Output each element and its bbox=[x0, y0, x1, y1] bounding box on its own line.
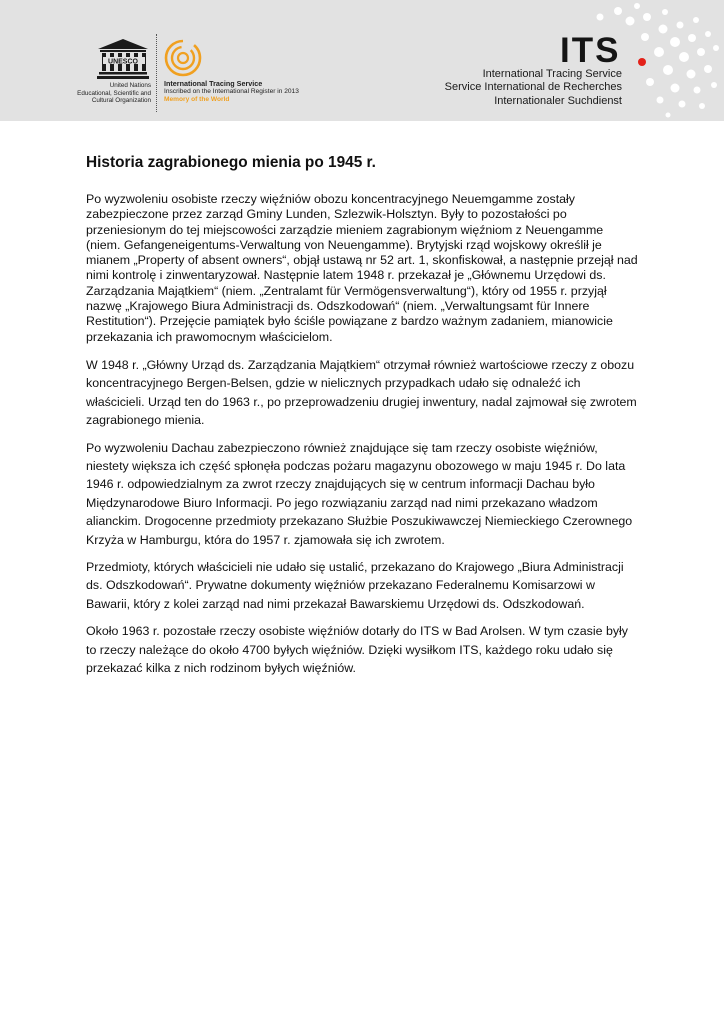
unesco-line: United Nations bbox=[109, 82, 151, 89]
unesco-line: Cultural Organization bbox=[91, 97, 151, 105]
paragraph: Około 1963 r. pozostałe rzeczy osobiste więźniów dotarły do ITS w Bad Arolsen. W tym czasie były to rzeczy należące do około 4700 byłych więźniów. Dzięki wysiłkom ITS, każdego roku udało się przekazać kilka z nich rodzinom byłych więźniów. bbox=[86, 624, 628, 676]
document-body bbox=[86, 152, 638, 686]
logo-divider bbox=[156, 34, 157, 112]
its-line-de: Internationaler Suchdienst bbox=[494, 94, 622, 107]
page-header bbox=[0, 0, 724, 121]
document-title: Historia zagrabionego mienia po 1945 r. bbox=[86, 154, 376, 171]
svg-text:UNESCO: UNESCO bbox=[108, 58, 138, 66]
mow-line-3: Memory of the World bbox=[164, 95, 230, 103]
unesco-logo-icon bbox=[97, 38, 149, 80]
its-line-en: International Tracing Service bbox=[482, 68, 622, 80]
memory-of-the-world-logo-icon bbox=[163, 38, 203, 78]
its-logo-title: ITS bbox=[560, 31, 621, 70]
its-caption bbox=[445, 68, 622, 108]
paragraph: Po wyzwoleniu Dachau zabezpieczono również znajdujące się tam rzeczy osobiste więźniów, niestety większa ich część spłonęła podczas pożaru magazynu obozowego w maju 1945 r. Do lata 1946 r. odpowiedzialnym za zwrot rzeczy znajdujących się w centrum informacji Dachau było Międzynarodowe Biuro Informacji. Po jego rozwiązaniu zarząd nad nimi przekazano władzom alianckim. Drogocenne przedmioty przekazano Służbie Poszukiwawczej Niemieckiego Czerownego Krzyża w Hamburgu, która do 1957 r. zjamowała się ich zwrotem. bbox=[86, 440, 633, 547]
unesco-caption bbox=[31, 82, 151, 105]
mow-line-2: Inscribed on the International Register in 2013 bbox=[164, 87, 299, 95]
its-line-fr: Service International de Recherches bbox=[444, 81, 622, 94]
unesco-line: Educational, Scientific and bbox=[77, 89, 151, 97]
paragraph: Przedmioty, których właścicieli nie udało się ustalić, przekazano do Krajowego „Biura Administracji ds. Odszkodowań“. Prywatne dokumenty więźniów przekazano Federalnemu Komisarzowi w Bawarii, który z kolei zarząd nad nimi przekazał Bawarskiemu Urzędowi ds. Odszkodowań. bbox=[86, 560, 624, 611]
mow-line-1: International Tracing Service bbox=[164, 79, 263, 88]
paragraph: W 1948 r. „Główny Urząd ds. Zarządzania Majątkiem“ otrzymał również wartościowe rzeczy z obozu koncentracyjnego Bergen-Belsen, gdzie w nielicznych przypadkach udało się odnaleźć ich właścicieli. Urząd ten do 1963 r., po przeprowadzeniu drugiej inwentury, nadal zajmował się zwrotem zagrabionego mienia. bbox=[86, 357, 637, 428]
memory-of-the-world-caption bbox=[164, 80, 299, 103]
paragraph: Po wyzwoleniu osobiste rzeczy więźniów obozu koncentracyjnego Neuemgamme zostały zabezpieczone przez zarząd Gminy Lunden, Szlezwik-Holsztyn. Były to pozostałości po przeniesionym do tej miejscowości zarządzie mieniem zagrabionym więźniom z Neuengamme (niem. Gefangeneigentums-Verwaltung von Neuengamme). Brytyjski rząd wojskowy określił je mianem „Property of absent owners“, objął ustawą nr 52 art. 1, skonfiskował, a następnie przejął nad nimi kontrolę i zinwentaryzował. Następnie latem 1948 r. przekazał je „Głównemu Urzędowi ds. Zarządzania Majątkiem“ (niem. „Zentralamt für Vermögensverwaltung“), który od 1955 r. przyjął nazwę „Krajowego Biura Administracji ds. Odszkodowań“ (niem. „Verwaltungsamt für Innere Restitution“). Przejęcie pamiątek było ściśle powiązane z bardzo ważnym zadaniem, mianowicie przekazania ich prawomocnym właścicielom. bbox=[86, 192, 638, 344]
its-red-dot-icon bbox=[638, 58, 646, 66]
